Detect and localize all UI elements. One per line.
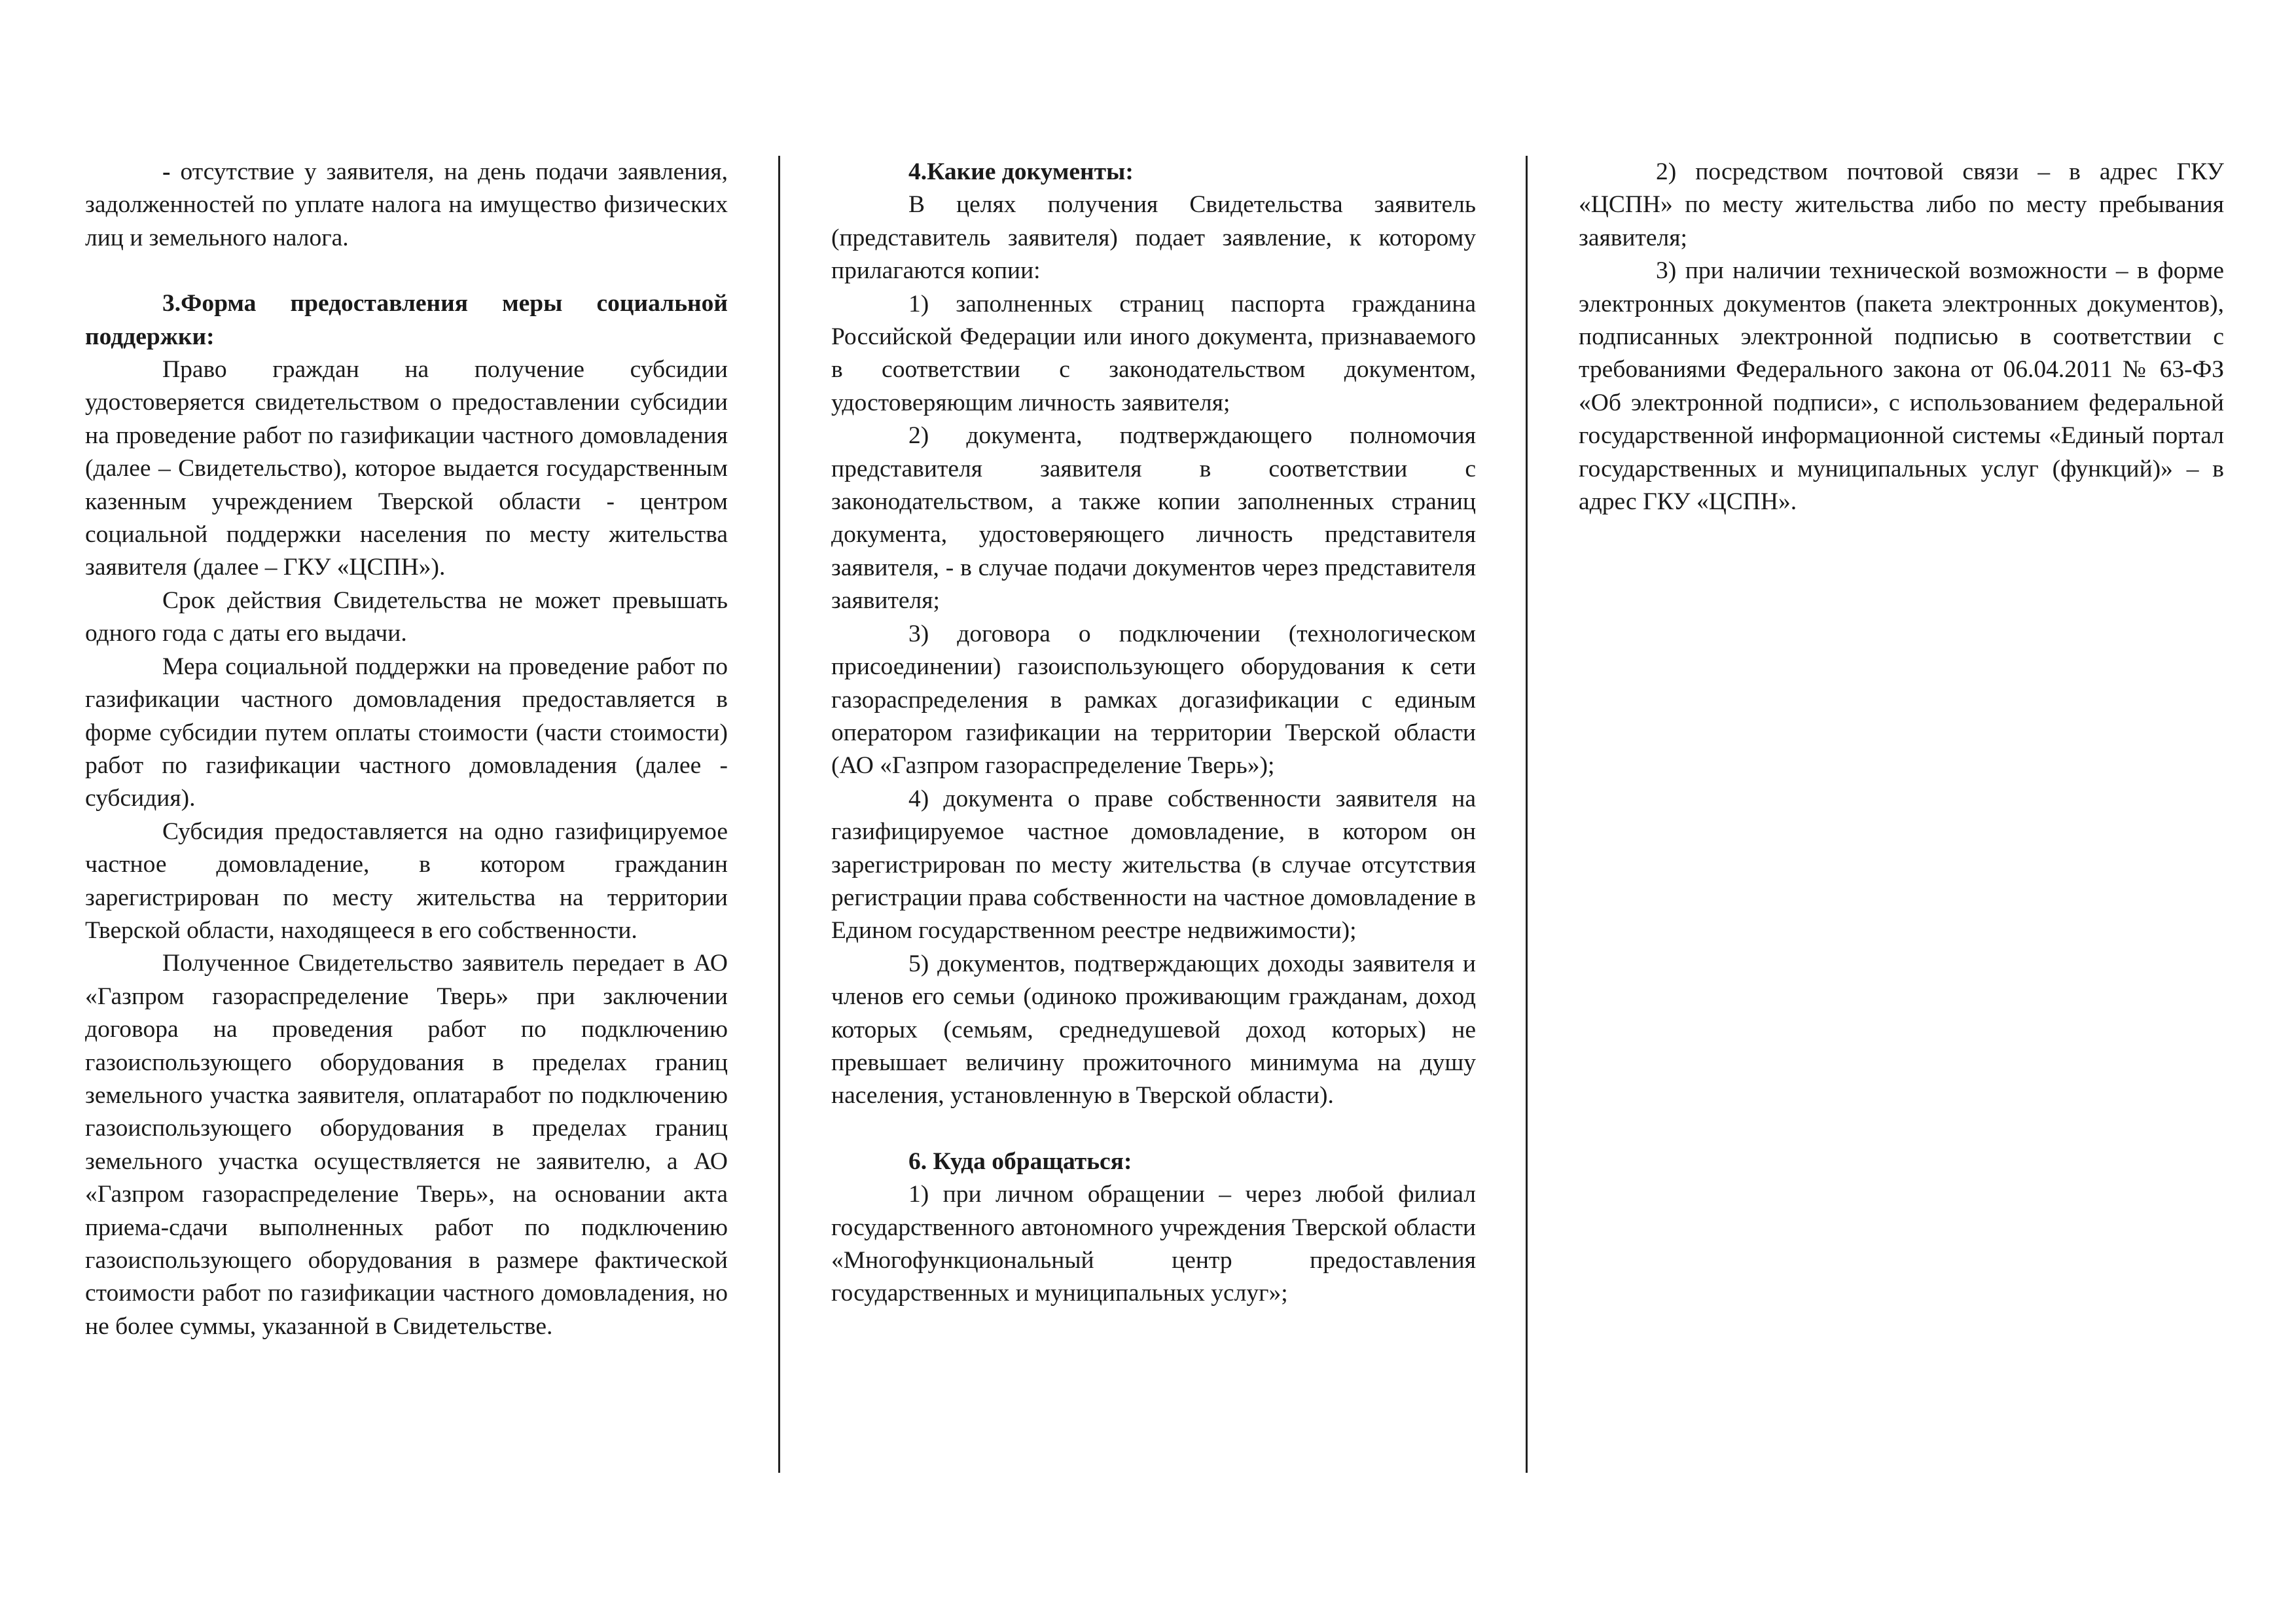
paragraph-no-debt-text: отсутствие у заявителя, на день подачи заявления, задолженностей по уплате налога на имущество физических лиц и земельного налога. [85,158,728,251]
list-item-contact-3: 3) при наличии технической возможности – в форме электронных документов (пакета электронных документов), подписанных электронной подписью в соответствии с требованиями Федерального закона от 06.04.2011 № 63-ФЗ «Об электронной подписи», с использованием федеральной государственной информационной системы «Единый портал государственных и муниципальных услуг (функций)» – в адрес ГКУ «ЦСПН». [1579,257,2224,516]
list-dash: - [162,158,171,185]
list-item-contact-2: 2) посредством почтовой связи – в адрес ГКУ «ЦСПН» по месту жительства либо по месту пребывания заявителя; [1579,158,2224,251]
paragraph-right-to-subsidy: Право граждан на получение субсидии удостоверяется свидетельством о предоставлении субсидии на проведение работ по газификации частного домовладения (далее – Свидетельство), которое выдается государственным казенным учреждением Тверской области - центром социальной поддержки населения по месту жительства заявителя (далее – ГКУ «ЦСПН»). [85,356,728,581]
column-left [85,156,728,1343]
heading-section-4: 4.Какие документы: [908,158,1134,185]
section-gap [831,1113,1476,1146]
list-item-doc-4: 4) документа о праве собственности заявителя на газифицируемое частное домовладение, в котором он зарегистрирован по месту жительства (в случае отсутствия регистрации права собственности на частное домовладение в Едином государственном реестре недвижимости); [831,785,1476,945]
list-item-doc-1: 1) заполненных страниц паспорта гражданина Российской Федерации или иного документа, признаваемого в соответствии с законодательством документом, удостоверяющим личность заявителя; [831,290,1476,416]
column-middle [831,156,1476,1310]
paragraph-validity: Срок действия Свидетельства не может превышать одного года с даты его выдачи. [85,586,728,647]
list-item-contact-1: 1) при личном обращении – через любой филиал государственного автономного учреждения Тверской области «Многофункциональный центр предоставления государственных и муниципальных услуг»; [831,1181,1476,1307]
paragraph-no-debt [85,156,728,255]
column-divider-right [1526,156,1528,1473]
heading-section-6: 6. Куда обращаться: [908,1147,1132,1175]
paragraph-certificate-transfer: Полученное Свидетельство заявитель передает в АО «Газпром газораспределение Тверь» при заключении договора на проведения работ по подключению газоиспользующего оборудования в пределах границ земельного участка заявителя, оплатаработ по подключению газоиспользующего оборудования в пределах границ земельного участка осуществляется не заявителю, а АО «Газпром газораспределение Тверь», на основании акта приема-сдачи выполненных работ по подключению газоиспользующего оборудования в размере фактической стоимости работ по газификации частного домовладения, но не более суммы, указанной в Свидетельстве. [85,950,728,1340]
list-item-doc-5: 5) документов, подтверждающих доходы заявителя и членов его семьи (одиноко проживающим гражданам, доход которых (семьям, среднедушевой доход которых) не превышает величину прожиточного минимума на душу населения, установленную в Тверской области). [831,950,1476,1110]
paragraph-support-form: Мера социальной поддержки на проведение работ по газификации частного домовладения предоставляется в форме субсидии путем оплаты стоимости (части стоимости) работ по газификации частного домовладения (далее - субсидия). [85,653,728,812]
column-divider-left [778,156,780,1473]
paragraph-subsidy-scope: Субсидия предоставляется на одно газифицируемое частное домовладение, в котором гражданин зарегистрирован по месту жительства на территории Тверской области, находящееся в его собственности. [85,818,728,944]
list-item-doc-3: 3) договора о подключении (технологическом присоединении) газоиспользующего оборудования к сети газораспределения в рамках догазификации с единым оператором газификации на территории Тверской области (АО «Газпром газораспределение Тверь»); [831,620,1476,780]
list-item-doc-2: 2) документа, подтверждающего полномочия представителя заявителя в соответствии с законодательством, а также копии заполненных страниц документа, удостоверяющего личность представителя заявителя, - в случае подачи документов через представителя заявителя; [831,422,1476,615]
paragraph-documents-intro: В целях получения Свидетельства заявитель (представитель заявителя) подает заявление, к которому прилагаются копии: [831,191,1476,285]
section-gap [85,255,728,287]
column-right [1579,156,2224,518]
heading-section-3: 3.Форма предоставления меры социальной поддержки: [85,290,728,350]
